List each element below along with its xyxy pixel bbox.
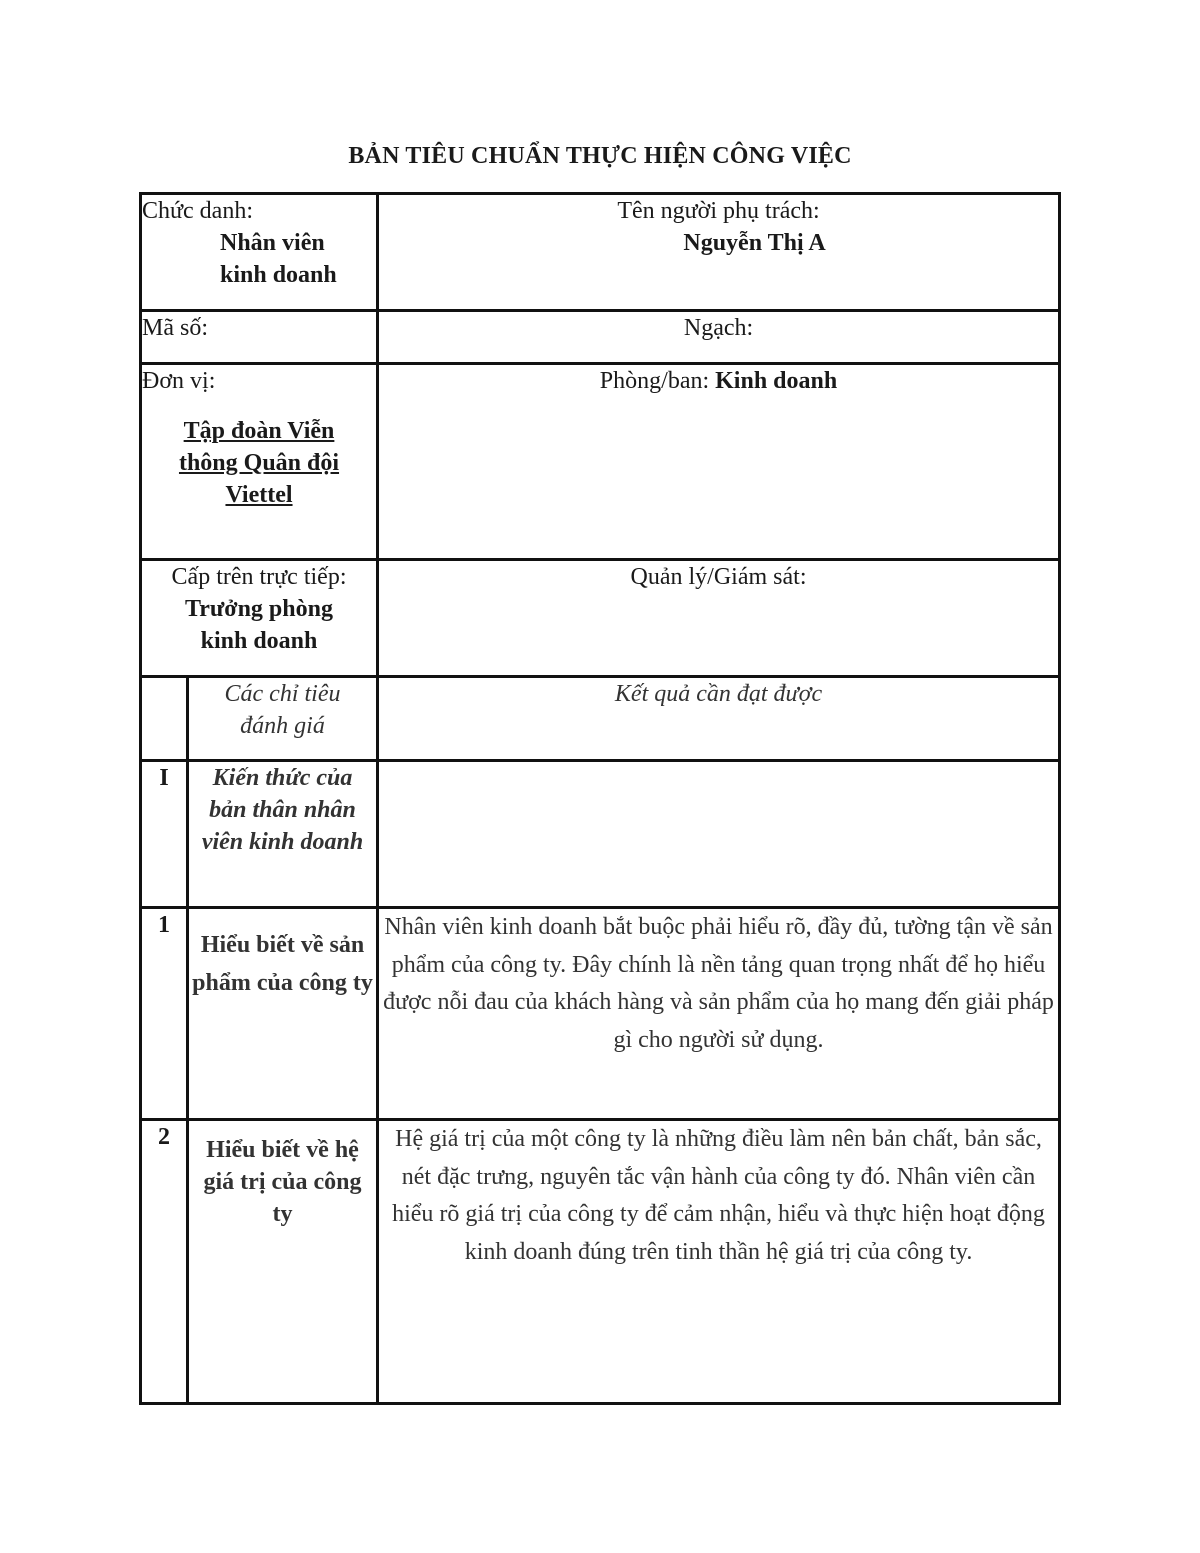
table-row <box>141 908 1060 1120</box>
manager-cell <box>378 560 1060 677</box>
section-number: I <box>141 761 188 908</box>
position-value-line2: kinh doanh <box>220 262 337 288</box>
section-result-cell <box>378 761 1060 908</box>
row-number: 1 <box>141 908 188 1120</box>
person-label: Tên người phụ trách: <box>617 198 820 224</box>
position-value-line1: Nhân viên <box>220 230 325 256</box>
unit-cell <box>141 364 378 560</box>
position-label: Chức danh: <box>142 198 253 224</box>
supervisor-label: Cấp trên trực tiếp: <box>171 564 347 590</box>
manager-label: Quản lý/Giám sát: <box>630 564 807 590</box>
row-supervisor <box>141 560 1060 677</box>
row-result: Nhân viên kinh doanh bắt buộc phải hiểu rõ, đầy đủ, tường tận về sản phẩm của công ty. Đây chính là nền tảng quan trọng nhất để họ hiểu được nỗi đau của khách hàng và sản phẩm của họ mang đến giải pháp gì cho người sử dụng. <box>378 908 1060 1120</box>
row-number: 2 <box>141 1120 188 1404</box>
row-header <box>141 677 1060 761</box>
row-result: Hệ giá trị của một công ty là những điều làm nên bản chất, bản sắc, nét đặc trưng, nguyên tắc vận hành của công ty đó. Nhân viên cần hiểu rõ giá trị của công ty để cảm nhận, hiểu và thực hiện hoạt động kinh doanh đúng trên tinh thần hệ giá trị của công ty. <box>378 1120 1060 1404</box>
person-cell <box>378 194 1060 311</box>
criteria-header: Các chỉ tiêu đánh giá <box>188 677 378 761</box>
position-cell <box>141 194 378 311</box>
row-unit <box>141 364 1060 560</box>
supervisor-value: Trưởng phòng kinh doanh <box>185 596 333 654</box>
row-position <box>141 194 1060 311</box>
unit-value: Tập đoàn Viễn thông Quân đội Viettel <box>178 418 340 508</box>
document-title: BẢN TIÊU CHUẨN THỰC HIỆN CÔNG VIỆC <box>348 143 852 169</box>
code-cell <box>141 311 378 364</box>
grade-cell <box>378 311 1060 364</box>
row-criterion: Hiểu biết về hệ giá trị của công ty <box>188 1120 378 1404</box>
department-label: Phòng/ban: <box>599 368 710 394</box>
row-criterion: Hiểu biết về sản phẩm của công ty <box>188 908 378 1120</box>
code-label: Mã số: <box>142 315 208 341</box>
department-cell <box>378 364 1060 560</box>
grade-label: Ngạch: <box>683 315 754 341</box>
person-value: Nguyễn Thị A <box>683 230 826 256</box>
table-row <box>141 1120 1060 1404</box>
department-value: Kinh doanh <box>715 368 838 394</box>
section-title: Kiến thức của bản thân nhân viên kinh doanh <box>188 761 378 908</box>
job-standard-table <box>139 192 1061 1405</box>
supervisor-cell <box>141 560 378 677</box>
row-code <box>141 311 1060 364</box>
header-number-cell <box>141 677 188 761</box>
unit-label: Đơn vị: <box>142 368 216 394</box>
row-section <box>141 761 1060 908</box>
result-header: Kết quả cần đạt được <box>378 677 1060 761</box>
